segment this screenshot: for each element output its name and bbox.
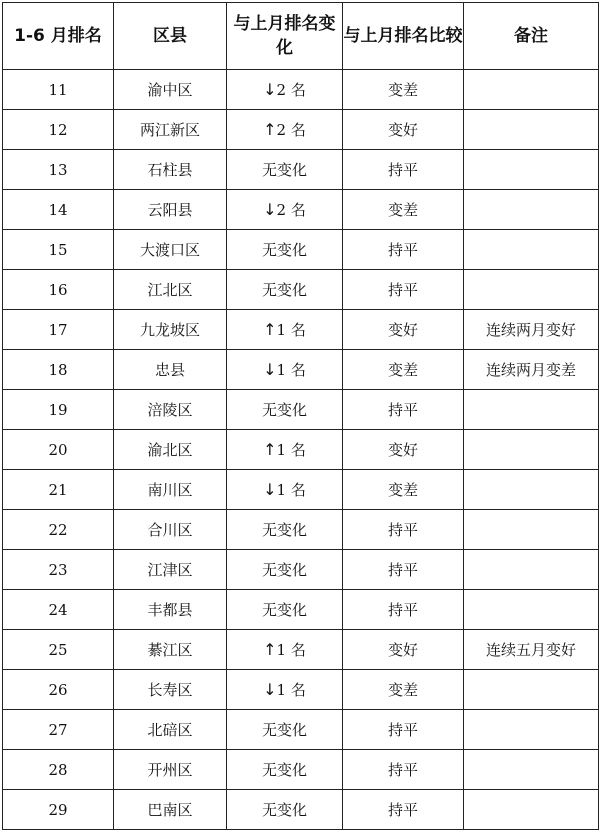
district-cell: 江北区: [114, 270, 227, 310]
district-cell: 忠县: [114, 350, 227, 390]
change-cell: [227, 430, 343, 470]
table-row: [3, 270, 599, 310]
compare-cell: 变差: [343, 470, 464, 510]
change-text: 无变化: [261, 401, 307, 419]
change-cell: [227, 110, 343, 150]
note-cell: [464, 190, 599, 230]
district-cell: 綦江区: [114, 630, 227, 670]
district-cell: 石柱县: [114, 150, 227, 190]
change-cell: [227, 270, 343, 310]
change-text: 1 名: [276, 681, 306, 699]
compare-cell: 变好: [343, 310, 464, 350]
district-cell: 九龙坡区: [114, 310, 227, 350]
table-row: [3, 430, 599, 470]
rank-cell: 14: [3, 190, 114, 230]
change-text: 2 名: [276, 201, 306, 219]
change-text: 无变化: [261, 801, 307, 819]
rank-cell: 17: [3, 310, 114, 350]
district-cell: 合川区: [114, 510, 227, 550]
change-text: 1 名: [276, 441, 306, 459]
compare-cell: 持平: [343, 750, 464, 790]
district-cell: 开州区: [114, 750, 227, 790]
rank-cell: 23: [3, 550, 114, 590]
district-cell: 长寿区: [114, 670, 227, 710]
header-rank-compare: 与上月排名比较: [343, 3, 464, 70]
arrow-down-icon: ↓: [263, 80, 277, 99]
note-cell: [464, 470, 599, 510]
table-row: [3, 70, 599, 110]
compare-cell: 持平: [343, 510, 464, 550]
note-cell: 连续两月变差: [464, 350, 599, 390]
note-cell: [464, 670, 599, 710]
district-cell: 江津区: [114, 550, 227, 590]
district-cell: 南川区: [114, 470, 227, 510]
compare-cell: 变差: [343, 350, 464, 390]
header-rank: 1-6 月排名: [3, 3, 114, 70]
change-text: 无变化: [261, 281, 307, 299]
table-row: [3, 230, 599, 270]
change-cell: [227, 230, 343, 270]
compare-cell: 持平: [343, 230, 464, 270]
note-cell: [464, 70, 599, 110]
change-cell: [227, 70, 343, 110]
district-cell: 两江新区: [114, 110, 227, 150]
change-cell: [227, 510, 343, 550]
note-cell: [464, 710, 599, 750]
rank-cell: 18: [3, 350, 114, 390]
change-text: 2 名: [276, 121, 306, 139]
rank-cell: 29: [3, 790, 114, 830]
compare-cell: 变好: [343, 110, 464, 150]
rank-cell: 21: [3, 470, 114, 510]
change-text: 1 名: [276, 641, 306, 659]
table-row: [3, 790, 599, 830]
table-row: [3, 670, 599, 710]
table-row: [3, 550, 599, 590]
arrow-down-icon: ↓: [263, 480, 277, 499]
table-row: [3, 350, 599, 390]
compare-cell: 持平: [343, 590, 464, 630]
compare-cell: 持平: [343, 390, 464, 430]
header-district: 区县: [114, 3, 227, 70]
change-text: 无变化: [261, 521, 307, 539]
table-body: [3, 70, 599, 830]
compare-cell: 变差: [343, 670, 464, 710]
header-note: 备注: [464, 3, 599, 70]
change-cell: [227, 350, 343, 390]
change-cell: [227, 150, 343, 190]
arrow-down-icon: ↓: [263, 680, 277, 699]
header-row: [3, 3, 599, 70]
table-row: [3, 750, 599, 790]
table-row: [3, 110, 599, 150]
table-row: [3, 710, 599, 750]
table-row: [3, 190, 599, 230]
district-cell: 渝中区: [114, 70, 227, 110]
change-text: 1 名: [276, 361, 306, 379]
note-cell: [464, 430, 599, 470]
change-text: 无变化: [261, 721, 307, 739]
note-cell: [464, 390, 599, 430]
compare-cell: 持平: [343, 710, 464, 750]
note-cell: [464, 750, 599, 790]
rank-cell: 28: [3, 750, 114, 790]
compare-cell: 变好: [343, 630, 464, 670]
arrow-up-icon: ↑: [263, 440, 277, 459]
rank-cell: 13: [3, 150, 114, 190]
district-cell: 巴南区: [114, 790, 227, 830]
note-cell: [464, 790, 599, 830]
note-cell: [464, 510, 599, 550]
note-cell: [464, 550, 599, 590]
ranking-table: [2, 2, 599, 830]
compare-cell: 变差: [343, 70, 464, 110]
change-cell: [227, 470, 343, 510]
note-cell: [464, 150, 599, 190]
table-row: [3, 390, 599, 430]
rank-cell: 15: [3, 230, 114, 270]
change-cell: [227, 390, 343, 430]
district-cell: 渝北区: [114, 430, 227, 470]
table-row: [3, 150, 599, 190]
note-cell: [464, 270, 599, 310]
table-row: [3, 310, 599, 350]
change-text: 2 名: [276, 81, 306, 99]
arrow-down-icon: ↓: [263, 200, 277, 219]
arrow-down-icon: ↓: [263, 360, 277, 379]
district-cell: 大渡口区: [114, 230, 227, 270]
rank-cell: 24: [3, 590, 114, 630]
change-text: 1 名: [276, 481, 306, 499]
change-text: 无变化: [261, 601, 307, 619]
rank-cell: 12: [3, 110, 114, 150]
header-rank-change: 与上月排名变化: [227, 3, 343, 70]
compare-cell: 持平: [343, 790, 464, 830]
change-text: 无变化: [261, 161, 307, 179]
note-cell: 连续两月变好: [464, 310, 599, 350]
rank-cell: 16: [3, 270, 114, 310]
rank-cell: 27: [3, 710, 114, 750]
compare-cell: 变差: [343, 190, 464, 230]
district-cell: 北碚区: [114, 710, 227, 750]
compare-cell: 变好: [343, 430, 464, 470]
change-cell: [227, 790, 343, 830]
change-text: 无变化: [261, 561, 307, 579]
table-row: [3, 470, 599, 510]
compare-cell: 持平: [343, 550, 464, 590]
change-cell: [227, 630, 343, 670]
change-cell: [227, 710, 343, 750]
arrow-up-icon: ↑: [263, 640, 277, 659]
table-row: [3, 630, 599, 670]
change-cell: [227, 750, 343, 790]
rank-cell: 11: [3, 70, 114, 110]
table-row: [3, 510, 599, 550]
change-text: 1 名: [276, 321, 306, 339]
change-text: 无变化: [261, 241, 307, 259]
table-row: [3, 590, 599, 630]
change-cell: [227, 590, 343, 630]
rank-cell: 22: [3, 510, 114, 550]
note-cell: [464, 110, 599, 150]
compare-cell: 持平: [343, 270, 464, 310]
compare-cell: 持平: [343, 150, 464, 190]
rank-cell: 26: [3, 670, 114, 710]
arrow-up-icon: ↑: [263, 120, 277, 139]
rank-cell: 20: [3, 430, 114, 470]
rank-cell: 19: [3, 390, 114, 430]
change-cell: [227, 310, 343, 350]
district-cell: 丰都县: [114, 590, 227, 630]
arrow-up-icon: ↑: [263, 320, 277, 339]
rank-cell: 25: [3, 630, 114, 670]
change-cell: [227, 670, 343, 710]
change-cell: [227, 550, 343, 590]
note-cell: 连续五月变好: [464, 630, 599, 670]
district-cell: 涪陵区: [114, 390, 227, 430]
note-cell: [464, 590, 599, 630]
change-cell: [227, 190, 343, 230]
note-cell: [464, 230, 599, 270]
district-cell: 云阳县: [114, 190, 227, 230]
change-text: 无变化: [261, 761, 307, 779]
